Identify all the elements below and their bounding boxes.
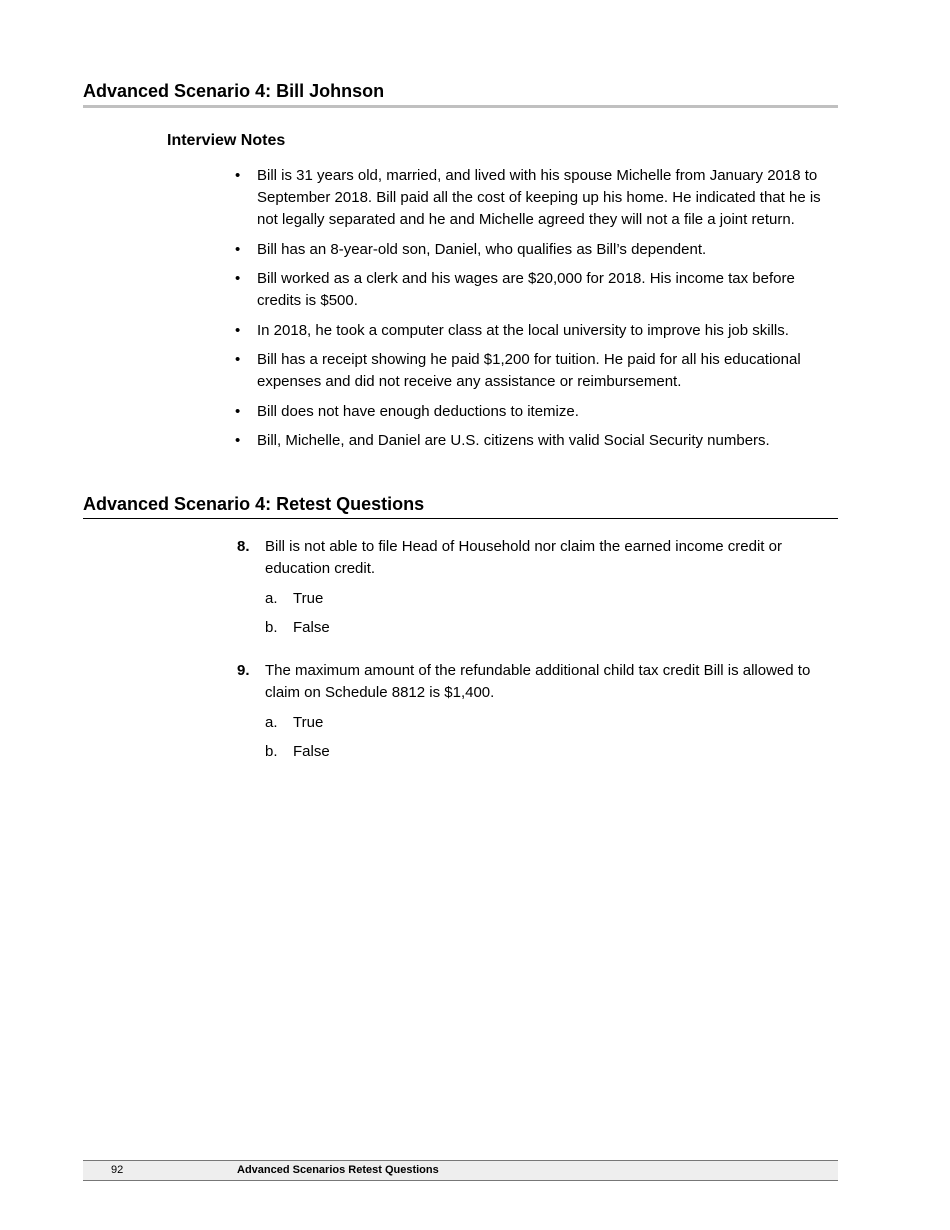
list-item: • Bill has a receipt showing he paid $1,200 for tuition. He paid for all his educational expenses and did not receive any assistance or reimbursement. [235,351,801,390]
question-8 [237,536,837,646]
bullet-icon: • [235,167,241,184]
interview-notes-heading: Interview Notes [167,132,286,149]
bullet-icon: • [235,402,241,420]
answer-options [265,588,837,639]
question-9 [237,660,837,770]
section-title-retest: Advanced Scenario 4: Retest Questions [83,494,838,519]
question-number: 8. [237,538,250,555]
list-item: • Bill is 31 years old, married, and lived with his spouse Michelle from January 2018 to September 2018. Bill paid all the cost of keeping up his home. He indicated that he is not legally separated and he and Michelle agreed they will not a file a joint return. [235,167,821,228]
bullet-icon: • [235,351,241,368]
question-text: Bill is not able to file Head of Household nor claim the earned income credit or education credit. [265,538,782,577]
question-text: The maximum amount of the refundable additional child tax credit Bill is allowed to claim on Schedule 8812 is $1,400. [265,662,811,701]
bullet-icon: • [235,432,241,449]
question-number: 9. [237,662,250,679]
bullet-icon: • [235,240,241,258]
list-item: • Bill does not have enough deductions to itemize. [233,401,843,423]
section-title-scenario: Advanced Scenario 4: Bill Johnson [83,81,838,108]
interview-notes-list [233,165,843,460]
question-stem [237,660,837,704]
list-item: • In 2018, he took a computer class at the local university to improve his job skills. [233,320,843,342]
bullet-icon: • [235,270,241,287]
list-item: • Bill worked as a clerk and his wages are $20,000 for 2018. His income tax before credits is $500. [235,270,795,309]
list-item: • Bill has an 8-year-old son, Daniel, who qualifies as Bill’s dependent. [233,239,843,261]
footer-title: Advanced Scenarios Retest Questions [237,1164,439,1176]
answer-option-true: a. True [265,714,324,731]
list-item: • Bill, Michelle, and Daniel are U.S. citizens with valid Social Security numbers. [233,430,843,452]
page-footer [83,1160,838,1181]
answer-options [265,712,837,763]
answer-option-false: b. False [265,743,330,760]
page-number: 92 [111,1164,124,1176]
bullet-icon: • [235,321,241,339]
answer-option-false: b. False [265,619,330,636]
answer-option-true: a. True [265,590,324,607]
question-stem [237,536,837,580]
